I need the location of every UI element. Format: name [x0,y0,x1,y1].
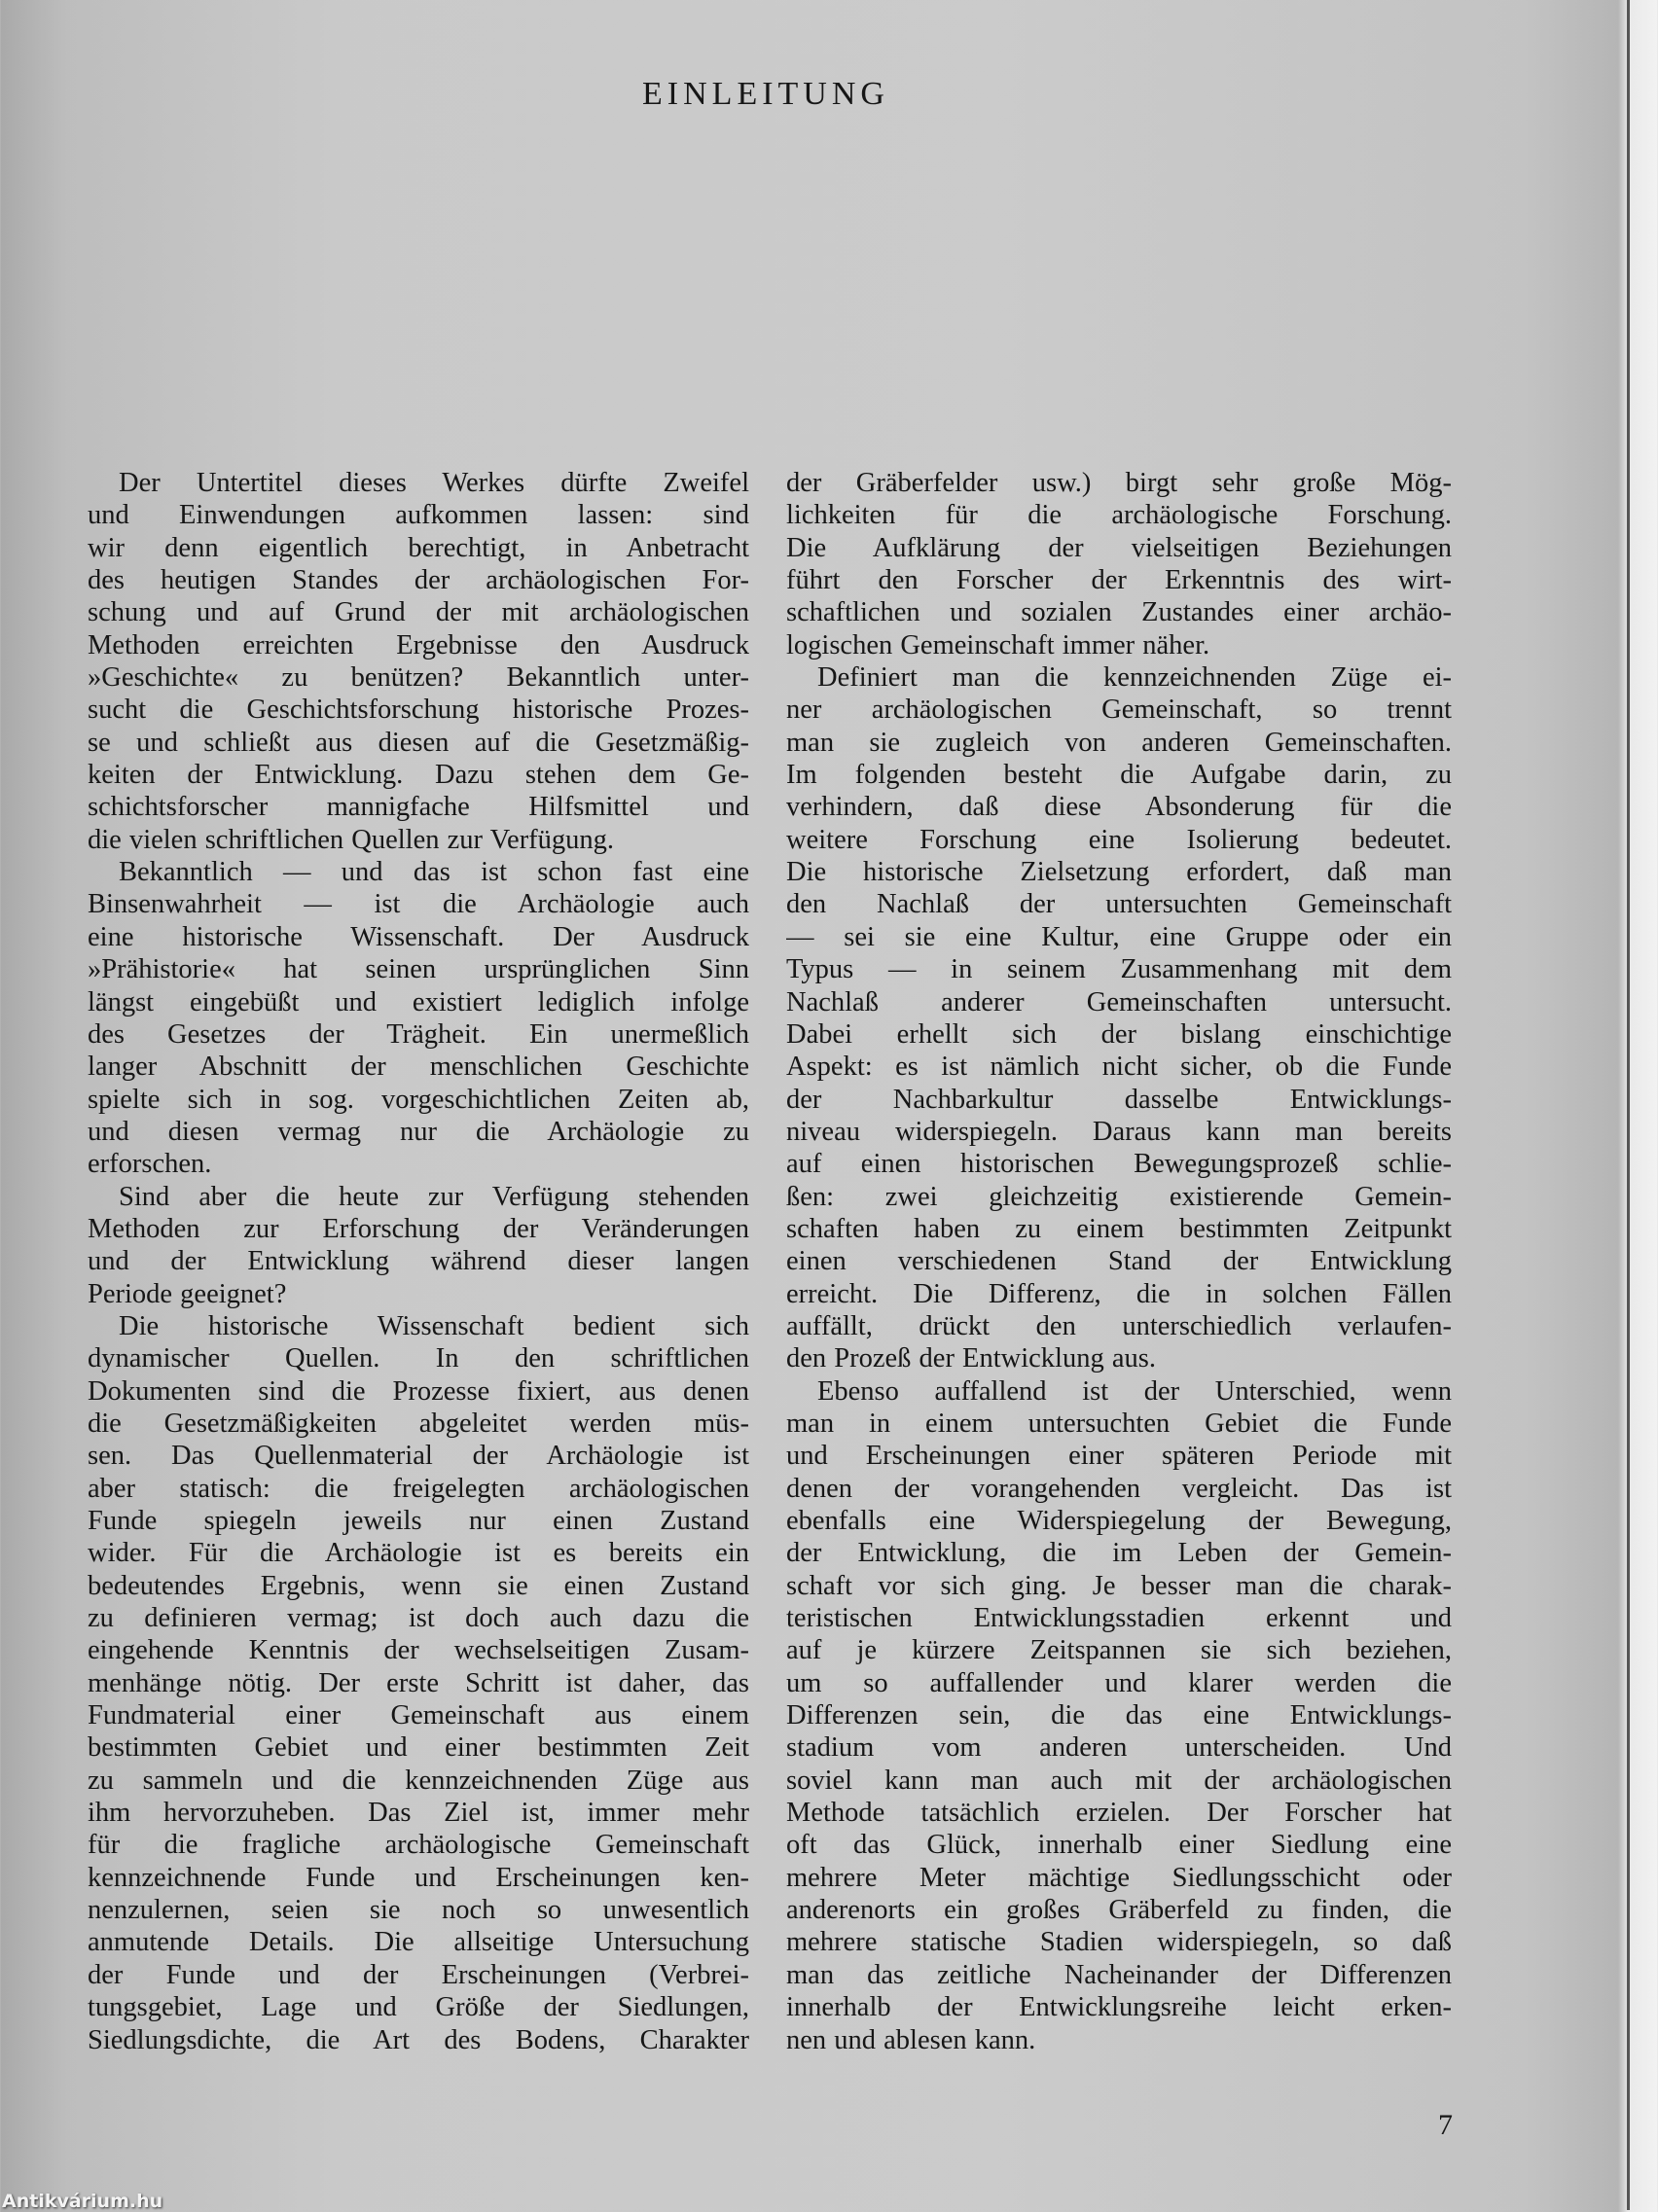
text-line: Funde spiegeln jeweils nur einen Zustand [88,1506,749,1536]
text-line: mehrere Meter mächtige Siedlungsschicht oder [786,1862,1452,1893]
text-line: innerhalb der Entwicklungsreihe leicht erken- [786,1992,1452,2023]
text-line: niveau widerspiegeln. Daraus kann man bereits [786,1116,1452,1147]
text-line: auffällt, drückt den unterschiedlich verlaufen- [786,1310,1452,1341]
text-line: schaften haben zu einem bestimmten Zeitpunkt [786,1213,1452,1244]
text-line: bestimmten Gebiet und einer bestimmten Zeit [88,1732,749,1764]
watermark-logo: Antikvárium.hu [2,2191,163,2212]
text-line: Fundmaterial einer Gemeinschaft aus einem [88,1700,749,1731]
text-line: ihm hervorzuheben. Das Ziel ist, immer mehr [88,1798,749,1829]
text-line: stadium vom anderen unterscheiden. Und [786,1732,1452,1764]
text-line: spielte sich in sog. vorgeschichtlichen Zeiten ab, [88,1084,749,1115]
text-line: anderenorts ein großes Gräberfeld zu finden, die [786,1895,1452,1926]
text-line: dynamischer Quellen. In den schriftlichen [88,1343,749,1374]
text-line: Die historische Wissenschaft bedient sich [119,1310,749,1341]
text-line: und Einwendungen aufkommen lassen: sind [88,500,749,531]
text-line: ßen: zwei gleichzeitig existierende Gemein- [786,1181,1452,1212]
text-line: schaftlichen und sozialen Zustandes einer archäo- [786,597,1452,628]
text-line: tungsgebiet, Lage und Größe der Siedlungen, [88,1992,749,2023]
text-column-left [88,467,749,2056]
text-line: der Entwicklung, die im Leben der Gemein- [786,1538,1452,1569]
text-line: Periode geeignet? [88,1278,287,1309]
text-line: oft das Glück, innerhalb einer Siedlung eine [786,1830,1452,1861]
text-line: man in einem untersuchten Gebiet die Funde [786,1408,1452,1439]
text-line: man das zeitliche Nacheinander der Differenzen [786,1959,1452,1990]
text-line: Methoden erreichten Ergebnisse den Ausdruck [88,629,749,660]
text-line: zu definieren vermag; ist doch auch dazu die [88,1603,749,1634]
text-line: Definiert man die kennzeichnenden Züge ei- [817,662,1452,694]
text-line: um so auffallender und klarer werden die [786,1667,1452,1698]
text-line: des Gesetzes der Trägheit. Ein unermeßlich [88,1018,749,1050]
paragraph [88,1181,749,1310]
text-line: soviel kann man auch mit der archäologischen [786,1765,1452,1796]
text-line: man sie zugleich von anderen Gemeinschaften. [786,727,1452,758]
text-line: Bekanntlich — und das ist schon fast eine [119,857,749,888]
text-line: keiten der Entwicklung. Dazu stehen dem Ge- [88,760,749,791]
text-line: Typus — in seinem Zusammenhang mit dem [786,954,1452,985]
text-line: nen und ablesen kann. [786,2024,1036,2055]
text-line: wider. Für die Archäologie ist es bereits ein [88,1538,749,1569]
text-line: erreicht. Die Differenz, die in solchen Fällen [786,1278,1452,1309]
text-line: schaft vor sich ging. Je besser man die charak- [786,1570,1452,1601]
text-line: erforschen. [88,1149,212,1180]
text-line: mehrere statische Stadien widerspiegeln, so daß [786,1927,1452,1958]
text-line: Ebenso auffallend ist der Unterschied, wenn [817,1375,1452,1407]
text-line: Methode tatsächlich erzielen. Der Forscher hat [786,1798,1452,1829]
paragraph [786,661,1452,1375]
text-line: schung und auf Grund der mit archäologischen [88,597,749,628]
text-line: nenzulernen, seien sie noch so unwesentlich [88,1895,749,1926]
text-line: Dokumenten sind die Prozesse fixiert, aus denen [88,1375,749,1407]
text-line: und Erscheinungen einer späteren Periode mit [786,1441,1452,1472]
text-line: sucht die Geschichtsforschung historische Prozes- [88,695,749,726]
text-line: Sind aber die heute zur Verfügung stehenden [119,1181,749,1212]
paragraph [88,1310,749,2056]
text-line: »Prähistorie« hat seinen ursprünglichen Sinn [88,954,749,985]
text-column-right [786,467,1452,2056]
chapter-title: EINLEITUNG [642,76,889,112]
text-line: Siedlungsdichte, die Art des Bodens, Charakter [88,2024,749,2055]
text-line: Der Untertitel dieses Werkes dürfte Zweifel [119,468,749,498]
page-number: 7 [1438,2109,1453,2141]
text-line: aber statisch: die freigelegten archäologischen [88,1473,749,1504]
text-line: lichkeiten für die archäologische Forschung. [786,500,1452,531]
text-line: Die historische Zielsetzung erfordert, daß man [786,857,1452,888]
text-line: schichtsforscher mannigfache Hilfsmittel und [88,792,749,823]
text-line: eingehende Kenntnis der wechselseitigen Zusam- [88,1635,749,1666]
text-line: einen verschiedenen Stand der Entwicklung [786,1246,1452,1277]
text-line: menhänge nötig. Der erste Schritt ist daher, das [88,1667,749,1698]
text-line: und diesen vermag nur die Archäologie zu [88,1116,749,1147]
text-line: Differenzen sein, die das eine Entwicklungs- [786,1700,1452,1731]
text-line: »Geschichte« zu benützen? Bekanntlich unter- [88,662,749,694]
paragraph [88,856,749,1180]
text-line: logischen Gemeinschaft immer näher. [786,629,1210,660]
text-line: ebenfalls eine Widerspiegelung der Bewegung, [786,1506,1452,1536]
text-line: Dabei erhellt sich der bislang einschichtige [786,1018,1452,1050]
text-line: Im folgenden besteht die Aufgabe darin, zu [786,760,1452,791]
text-line: und der Entwicklung während dieser langen [88,1246,749,1277]
text-line: Aspekt: es ist nämlich nicht sicher, ob die Funde [786,1052,1452,1083]
text-line: weitere Forschung eine Isolierung bedeutet. [786,824,1452,855]
text-line: der Nachbarkultur dasselbe Entwicklungs- [786,1084,1452,1115]
text-line: verhindern, daß diese Absonderung für die [786,792,1452,823]
text-line: langer Abschnitt der menschlichen Geschichte [88,1052,749,1083]
paragraph [786,467,1452,661]
paragraph [88,467,749,856]
text-line: denen der vorangehenden vergleicht. Das ist [786,1473,1452,1504]
text-line: längst eingebüßt und existiert lediglich infolge [88,986,749,1017]
text-line: — sei sie eine Kultur, eine Gruppe oder ein [786,921,1452,952]
text-line: zu sammeln und die kennzeichnenden Züge aus [88,1765,749,1796]
text-line: bedeutendes Ergebnis, wenn sie einen Zustand [88,1570,749,1601]
paragraph [786,1375,1452,2056]
text-line: die Gesetzmäßigkeiten abgeleitet werden müs- [88,1408,749,1439]
text-line: Nachlaß anderer Gemeinschaften untersucht. [786,986,1452,1017]
text-line: Methoden zur Erforschung der Veränderungen [88,1213,749,1244]
text-line: wir denn eigentlich berechtigt, in Anbetracht [88,532,749,563]
page-edge [1627,0,1630,2210]
text-line: sen. Das Quellenmaterial der Archäologie ist [88,1441,749,1472]
text-line: den Prozeß der Entwicklung aus. [786,1343,1156,1374]
text-line: für die fragliche archäologische Gemeinschaft [88,1830,749,1861]
text-line: die vielen schriftlichen Quellen zur Verfügung. [88,824,615,855]
text-line: eine historische Wissenschaft. Der Ausdruck [88,921,749,952]
text-line: Die Aufklärung der vielseitigen Beziehungen [786,532,1452,563]
text-line: teristischen Entwicklungsstadien erkennt und [786,1603,1452,1634]
text-line: Binsenwahrheit — ist die Archäologie auch [88,889,749,920]
text-line: des heutigen Standes der archäologischen For- [88,565,749,596]
text-line: auf je kürzere Zeitspannen sie sich beziehen, [786,1635,1452,1666]
text-line: se und schließt aus diesen auf die Gesetzmäßig- [88,727,749,758]
text-line: auf einen historischen Bewegungsprozeß schlie- [786,1149,1452,1180]
text-line: der Funde und der Erscheinungen (Verbrei- [88,1959,749,1990]
text-line: kennzeichnende Funde und Erscheinungen ken- [88,1862,749,1893]
text-line: führt den Forscher der Erkenntnis des wirt- [786,565,1452,596]
text-line: ner archäologischen Gemeinschaft, so trennt [786,695,1452,726]
text-line: anmutende Details. Die allseitige Untersuchung [88,1927,749,1958]
text-line: der Gräberfelder usw.) birgt sehr große Mög- [786,468,1452,498]
text-line: den Nachlaß der untersuchten Gemeinschaft [786,889,1452,920]
